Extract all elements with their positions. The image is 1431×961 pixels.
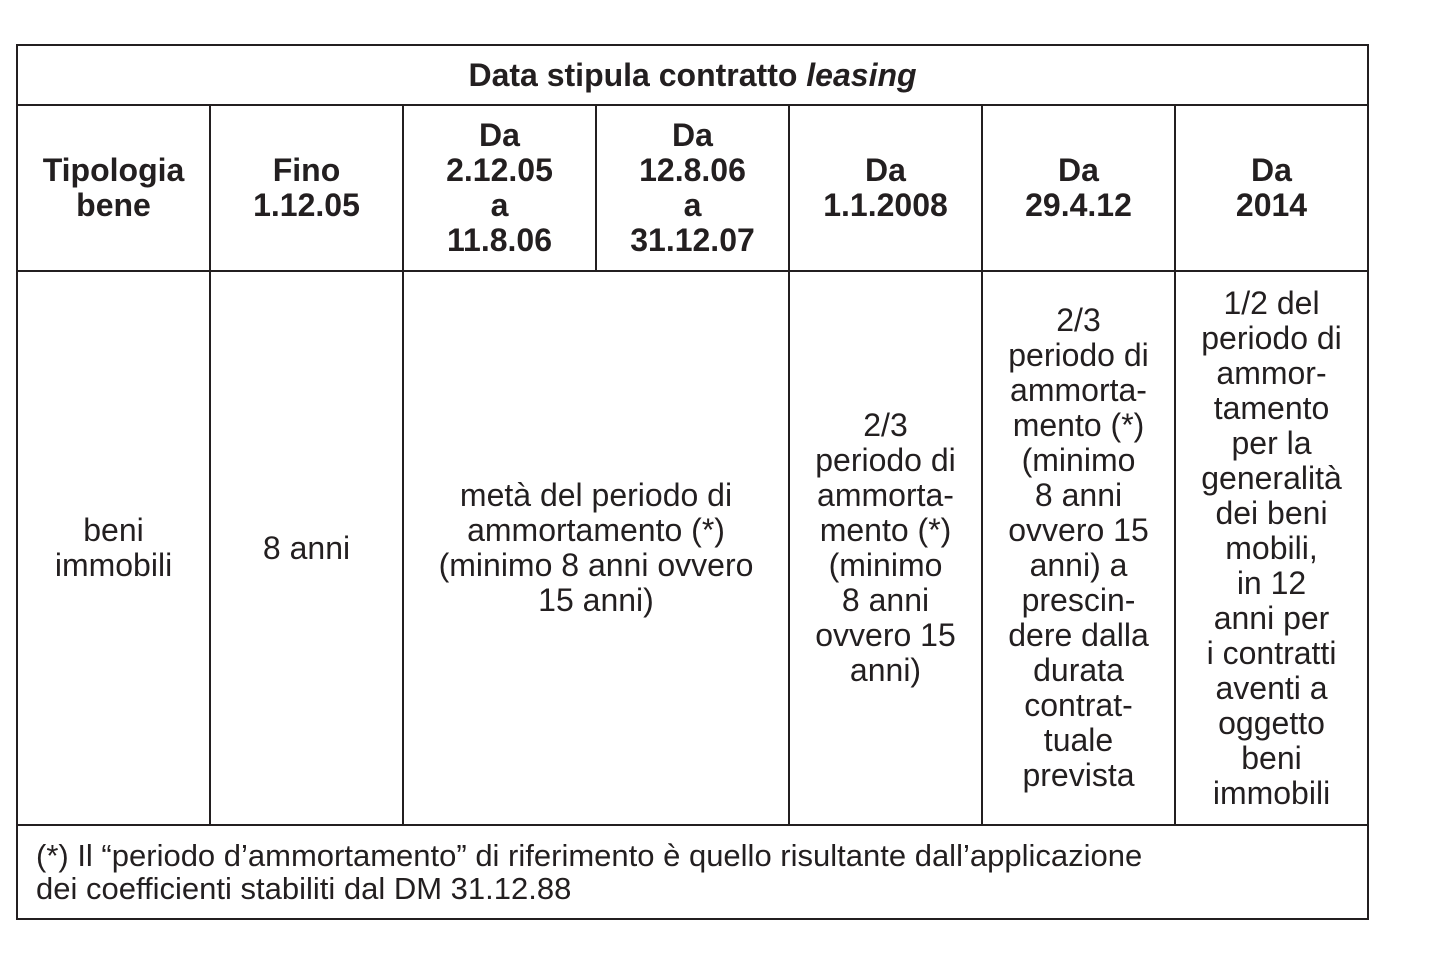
cell-2012: 2/3 periodo di ammorta- mento (*) (minimo 8 anni ovvero 15 anni) a prescin- dere dalla durata contrat- tuale prevista (982, 271, 1175, 825)
header-row (17, 105, 1368, 271)
table-row (17, 271, 1368, 825)
table-title (17, 45, 1368, 105)
table-title-emphasis: leasing (806, 56, 917, 93)
title-row (17, 45, 1368, 105)
header-cell-tipologia: Tipologia bene (17, 105, 210, 271)
cell-2005-2007: metà del periodo di ammortamento (*) (minimo 8 anni ovvero 15 anni) (403, 271, 789, 825)
header-cell-2005-2006: Da 2.12.05 a 11.8.06 (403, 105, 596, 271)
table-title-text: Data stipula contratto (468, 56, 807, 93)
footnote: (*) Il “periodo d’ammortamento” di riferimento è quello risultante dall’applicazione dei coefficienti stabiliti dal DM 31.12.88 (17, 825, 1368, 919)
footnote-row (17, 825, 1368, 919)
header-cell-2008: Da 1.1.2008 (789, 105, 982, 271)
cell-2014: 1/2 del periodo di ammor- tamento per la generalità dei beni mobili, in 12 anni per i contratti aventi a oggetto beni immobili (1175, 271, 1368, 825)
header-cell-2012: Da 29.4.12 (982, 105, 1175, 271)
cell-tipologia: beni immobili (17, 271, 210, 825)
header-cell-2014: Da 2014 (1175, 105, 1368, 271)
header-cell-2006-2007: Da 12.8.06 a 31.12.07 (596, 105, 789, 271)
header-cell-fino-2005: Fino 1.12.05 (210, 105, 403, 271)
cell-fino-2005: 8 anni (210, 271, 403, 825)
leasing-table (16, 44, 1369, 920)
cell-2008: 2/3 periodo di ammorta- mento (*) (minimo 8 anni ovvero 15 anni) (789, 271, 982, 825)
